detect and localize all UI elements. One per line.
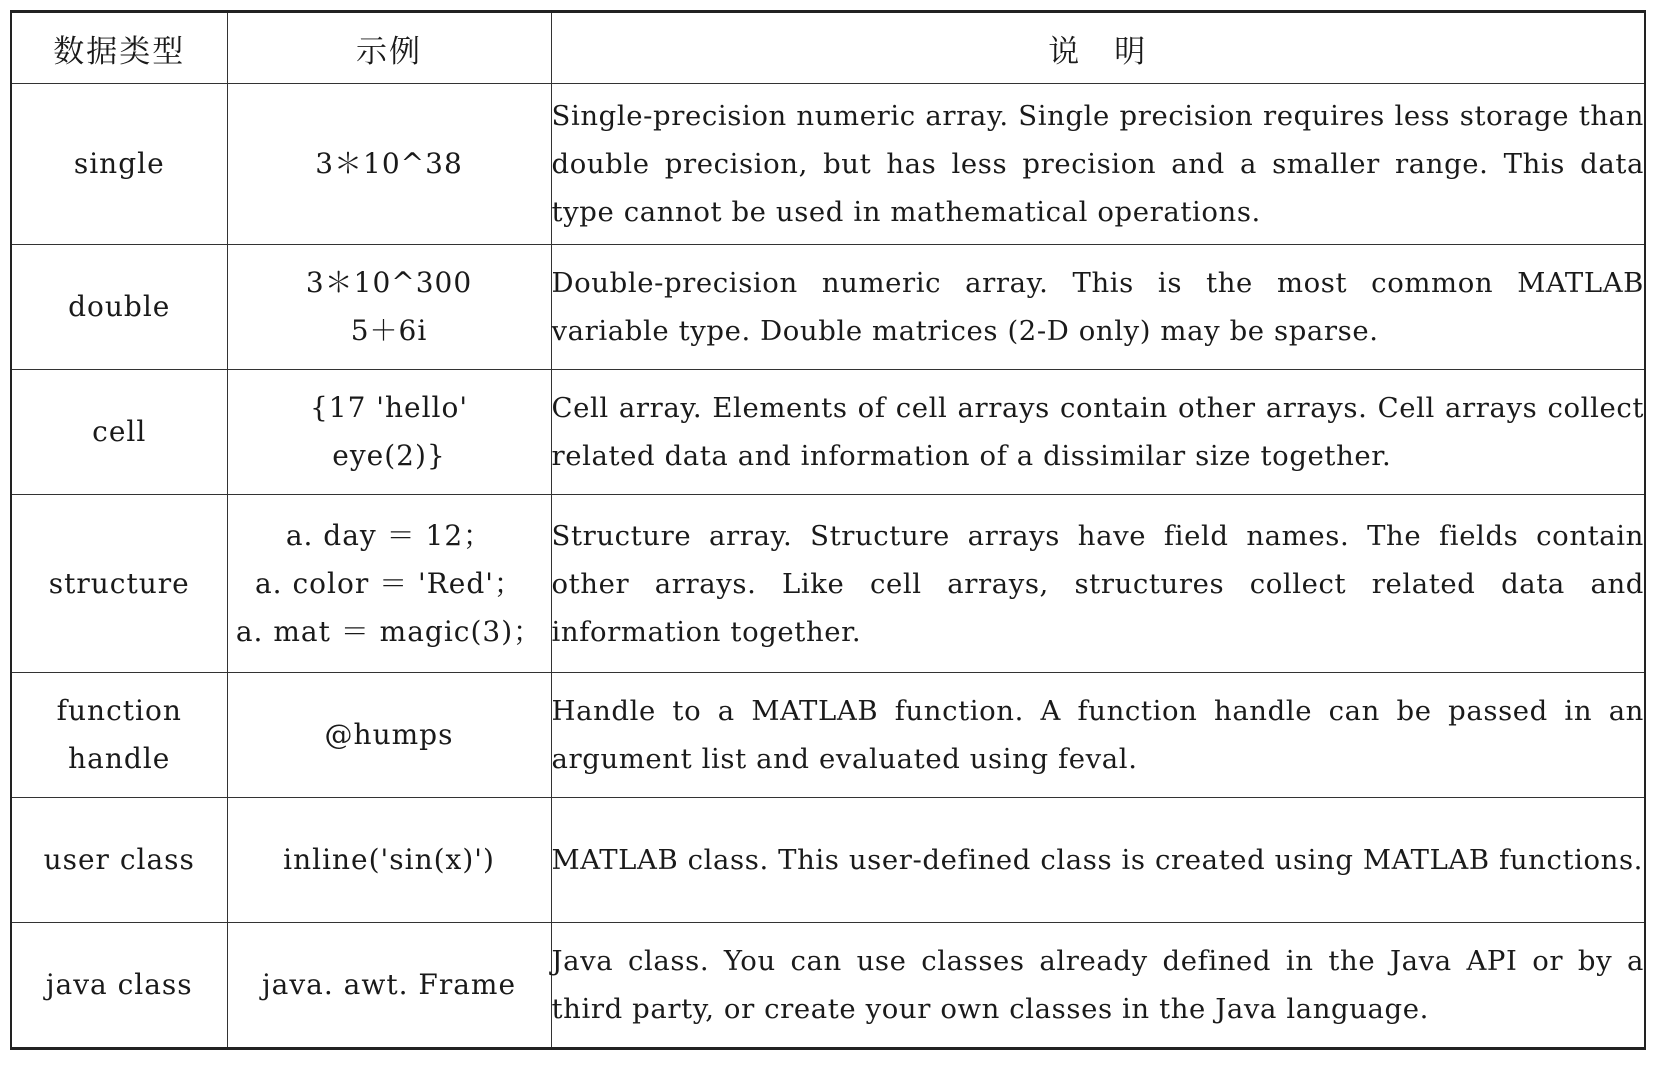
- type-cell: double: [11, 245, 227, 370]
- description-cell: Structure array. Structure arrays have field names. The fields contain other arrays. Like cell arrays, structures collect related data and information together.: [551, 495, 1645, 673]
- example-line: a. color ＝ 'Red'；: [254, 566, 523, 600]
- example-cell: [227, 245, 551, 370]
- header-data-type: 数据类型: [11, 12, 227, 84]
- table-header: [11, 12, 1645, 84]
- example-line: java. awt. Frame: [261, 968, 517, 1001]
- example-line: a. day ＝ 12；: [285, 518, 493, 552]
- example-cell: [227, 84, 551, 245]
- description-cell: MATLAB class. This user-defined class is created using MATLAB functions.: [551, 798, 1645, 923]
- header-example: 示例: [227, 12, 551, 84]
- description-cell: Double-precision numeric array. This is the most common MATLAB variable type. Double matrices (2-D only) may be sparse.: [551, 245, 1645, 370]
- description-cell: Java class. You can use classes already defined in the Java API or by a third party, or create your own classes in the Java language.: [551, 923, 1645, 1049]
- example-line: inline('sin(x)'): [283, 843, 495, 876]
- example-cell: [227, 673, 551, 798]
- description-cell: Cell array. Elements of cell arrays contain other arrays. Cell arrays collect related data and information of a dissimilar size together.: [551, 370, 1645, 495]
- header-row: [11, 12, 1645, 84]
- example-cell: [227, 798, 551, 923]
- example-line: @humps: [324, 718, 454, 751]
- type-cell: java class: [11, 923, 227, 1049]
- example-cell: [227, 923, 551, 1049]
- table-row: [11, 495, 1645, 673]
- example-line: eye(2)}: [332, 439, 446, 472]
- table-row: [11, 84, 1645, 245]
- table-row: [11, 245, 1645, 370]
- document-page: [10, 10, 1646, 1050]
- table-body: [11, 84, 1645, 1049]
- example-line: 3＊10^300: [305, 266, 473, 299]
- example-line: {17 'hello': [309, 391, 469, 424]
- description-cell: Single-precision numeric array. Single precision requires less storage than double precision, but has less precision and a smaller range. This data type cannot be used in mathematical operations.: [551, 84, 1645, 245]
- type-cell: single: [11, 84, 227, 245]
- type-cell: function handle: [11, 673, 227, 798]
- type-cell: structure: [11, 495, 227, 673]
- data-types-table: [10, 10, 1646, 1050]
- example-line: a. mat ＝ magic(3)；: [235, 614, 543, 648]
- table-row: [11, 370, 1645, 495]
- type-cell: user class: [11, 798, 227, 923]
- table-row: [11, 673, 1645, 798]
- example-cell: [227, 370, 551, 495]
- example-line: 5＋6i: [350, 314, 428, 347]
- example-line: 3＊10^38: [315, 147, 463, 180]
- example-cell: [227, 495, 551, 673]
- type-cell: cell: [11, 370, 227, 495]
- description-cell: Handle to a MATLAB function. A function handle can be passed in an argument list and evaluated using feval.: [551, 673, 1645, 798]
- table-row: [11, 923, 1645, 1049]
- header-description: 说 明: [551, 12, 1645, 84]
- table-row: [11, 798, 1645, 923]
